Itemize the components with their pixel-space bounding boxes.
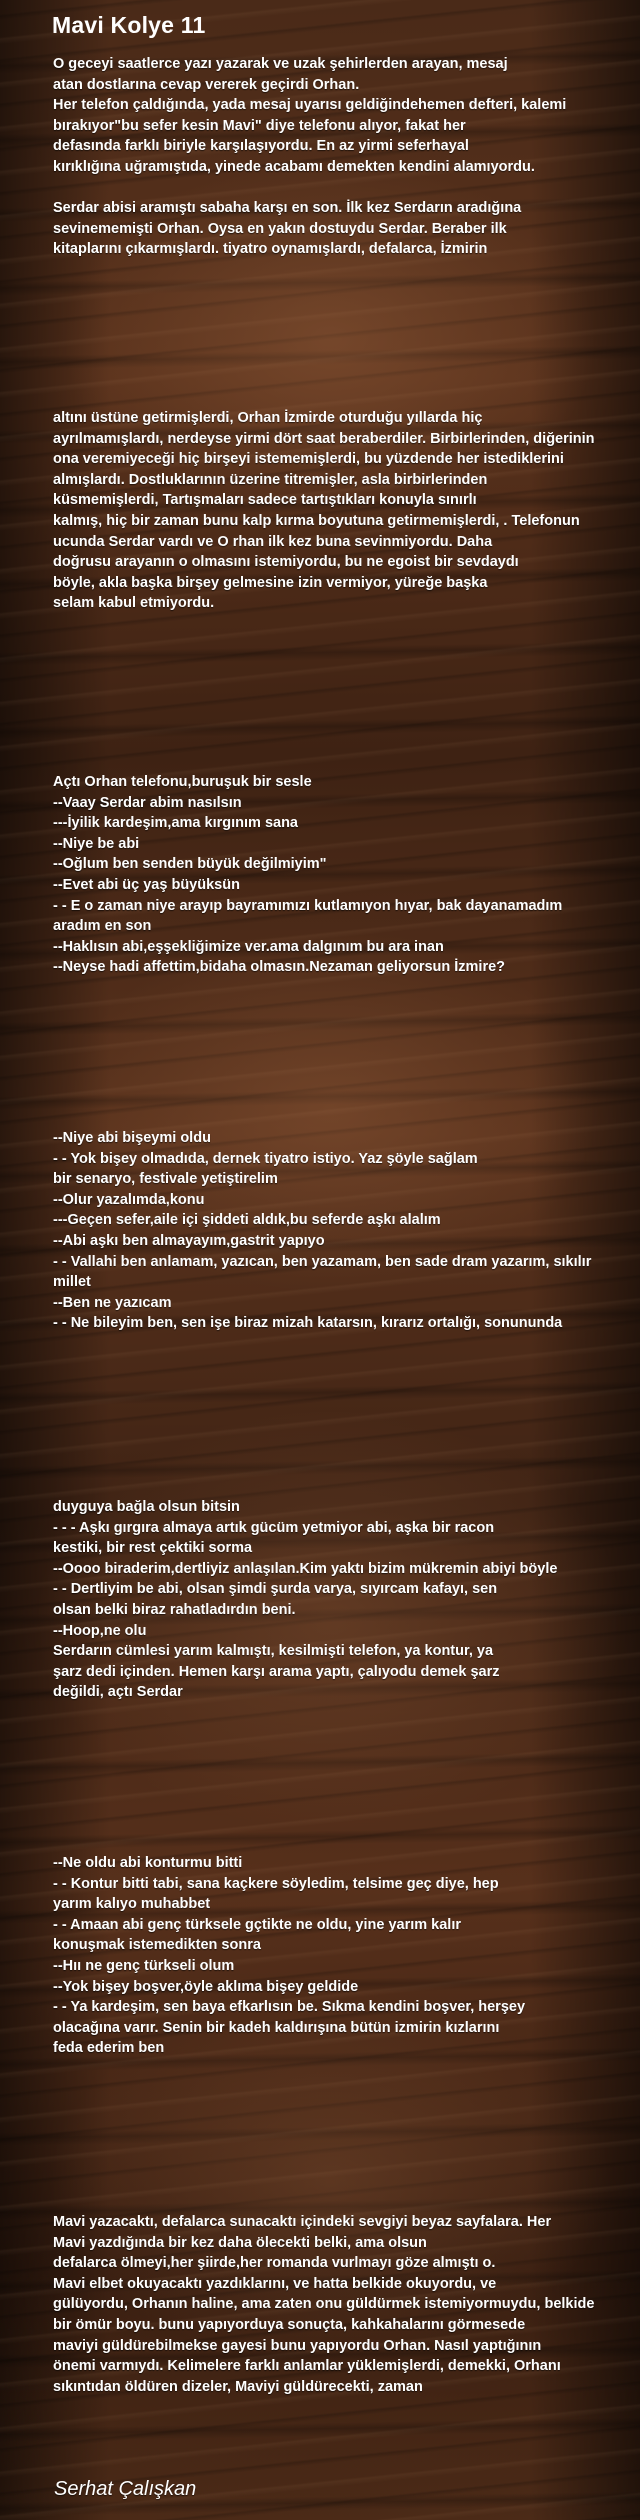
poem-line: ---Geçen sefer,aile içi şiddeti aldık,bu seferde aşkı alalım: [53, 1212, 441, 1229]
poem-line: defasında farklı biriyle karşılaşıyordu. En az yirmi seferhayal: [53, 138, 469, 155]
poem-line: şarz dedi içinden. Hemen karşı arama yaptı, çalıyodu demek şarz: [53, 1663, 500, 1680]
poem-line: sevinememişti Orhan. Oysa en yakın dostuydu Serdar. Beraber ilk: [53, 220, 507, 237]
poem-line: aradım en son: [53, 918, 152, 935]
poem-line: ---İyilik kardeşim,ama kırgınım sana: [53, 815, 298, 832]
poem-line: atan dostlarına cevap vererek geçirdi Orhan.: [53, 76, 360, 93]
poem-line: - - Yok bişey olmadıda, dernek tiyatro istiyo. Yaz şöyle sağlam: [53, 1150, 478, 1167]
poem-line: küsmemişlerdi, Tartışmaları sadece tartıştıkları konuyla sınırlı: [53, 492, 477, 509]
poem-line: defalarca ölmeyi,her şiirde,her romanda vurlmayı göze almıştı o.: [53, 2255, 496, 2272]
poem-line: böyle, akla başka birşey gelmesine izin vermiyor, yüreğe başka: [53, 574, 488, 591]
poem-line: sıkıntıdan öldüren dizeler, Maviyi güldürecekti, zaman: [53, 2378, 423, 2395]
poem-line: konuşmak istemedikten sonra: [53, 1937, 261, 1954]
poem-line: - - Ne bileyim ben, sen işe biraz mizah katarsın, kırarız ortalığı, sonununda: [53, 1315, 563, 1332]
poem-line: --Oooo biraderim,dertliyiz anlaşılan.Kim yaktı bizim mükremin abiyi böyle: [53, 1560, 558, 1577]
poem-line: olsan belki biraz rahatladırdın beni.: [53, 1601, 296, 1618]
poem-line: - - Ya kardeşim, sen baya efkarlısın be. Sıkma kendini boşver, herşey: [53, 1999, 526, 2016]
poem-line: - - - Aşkı gırgıra almaya artık gücüm yetmiyor abi, aşka bir racon: [53, 1519, 495, 1536]
poem-line: --Abi aşkı ben almayayım,gastrit yapıyo: [53, 1232, 325, 1249]
poem-line: --Oğlum ben senden büyük değilmiyim": [53, 856, 327, 873]
poem-line: değildi, açtı Serdar: [53, 1684, 183, 1701]
poem-line: --Yok bişey boşver,öyle aklıma bişey geldide: [53, 1978, 359, 1995]
poem-line: [53, 178, 640, 199]
poem-line: kitaplarını çıkarmışlardı. tiyatro oynamışlardı, defalarca, İzmirin: [53, 241, 488, 258]
stanza: [53, 1128, 640, 1334]
poem-line: duyguya bağla olsun bitsin: [53, 1499, 240, 1515]
poem-line: önemi varmıydı. Kelimelere farklı anlamlar yüklemişlerdi, demekki, Orhanı: [53, 2358, 561, 2375]
poem-line: kırıklığına uğramıştıda, yinede acabamı demekten kendini alamıyordu.: [53, 158, 535, 175]
poem-line: --Vaay Serdar abim nasılsın: [53, 794, 242, 811]
poem-line: bırakıyor"bu sefer kesin Mavi" diye telefonu alıyor, fakat her: [53, 117, 466, 134]
poem-line: bir senaryo, festivale yetiştirelim: [53, 1171, 278, 1188]
poem-line: --Neyse hadi affettim,bidaha olmasın.Nezaman geliyorsun İzmire?: [53, 959, 506, 976]
poem-author: Serhat Çalışkan: [54, 2478, 197, 2500]
stanza: [53, 772, 640, 978]
poem-line: ucunda Serdar vardı ve O rhan ilk kez buna sevinmiyordu. Daha: [53, 533, 493, 550]
poem-line: yarım kalıyo muhabbet: [53, 1896, 211, 1913]
poem-line: Mavi yazacaktı, defalarca sunacaktı içindeki sevgiyi beyaz sayfalara. Her: [53, 2214, 552, 2230]
poem-line: Mavi yazdığında bir kez daha ölecekti belki, ama olsun: [53, 2234, 427, 2251]
poem-line: --Ben ne yazıcam: [53, 1294, 172, 1311]
poem-line: maviyi güldürebilmekse gayesi bunu yapıyordu Orhan. Nasıl yaptığının: [53, 2337, 542, 2354]
poem-line: almışlardı. Dostluklarının üzerine titremişler, asla birbirlerinden: [53, 471, 488, 488]
poem-line: feda ederim ben: [53, 2040, 165, 2057]
poem-line: millet: [53, 1274, 91, 1291]
poem-line: kestiki, bir rest çektiki sorma: [53, 1540, 253, 1557]
poem-line: - - Dertliyim be abi, olsan şimdi şurda varya, sıyırcam kafayı, sen: [53, 1581, 498, 1598]
stanza: [53, 408, 640, 614]
poem-line: --Hıı ne genç türkseli olum: [53, 1957, 235, 1974]
poem-line: --Hoop,ne olu: [53, 1622, 147, 1639]
poem-line: --Ne oldu abi konturmu bitti: [53, 1855, 243, 1871]
poem-line: - - Amaan abi genç türksele gçtikte ne oldu, yine yarım kalır: [53, 1916, 462, 1933]
poem-line: --Olur yazalımda,konu: [53, 1191, 205, 1208]
poem-line: selam kabul etmiyordu.: [53, 595, 215, 612]
poem-title: Mavi Kolye 11: [52, 12, 206, 38]
poem-line: bir ömür boyu. bunu yapıyorduya sonuçta, kahkahalarını görmesede: [53, 2316, 526, 2333]
poem-line: ayrılmamışlardı, nerdeyse yirmi dört saat beraberdiler. Birbirlerinden, diğerinin: [53, 430, 595, 447]
stanza: [53, 1853, 640, 2059]
poem-line: Mavi elbet okuyacaktı yazdıklarını, ve hatta belkide okuyordu, ve: [53, 2275, 497, 2292]
poem-line: O geceyi saatlerce yazı yazarak ve uzak şehirlerden arayan, mesaj: [53, 56, 508, 72]
poem-line: olacağına varır. Senin bir kadeh kaldırışına bütün izmirin kızlarını: [53, 2019, 500, 2036]
poem-line: --Evet abi üç yaş büyüksün: [53, 876, 240, 893]
stanza: [53, 54, 640, 260]
poem-line: kalmış, hiç bir zaman bunu kalp kırma boyutuna getirmemişlerdi, . Telefonun: [53, 512, 580, 529]
stanza: [53, 2212, 640, 2397]
poem-line: --Niye abi bişeymi oldu: [53, 1130, 211, 1146]
poem-line: Serdar abisi aramıştı sabaha karşı en son. İlk kez Serdarın aradığına: [53, 200, 522, 217]
poem-line: --Haklısın abi,eşşekliğimize ver.ama dalgınım bu ara inan: [53, 938, 444, 955]
poem-line: doğrusu arayanın o olmasını istemiyordu, bu ne egoist bir sevdaydı: [53, 554, 519, 571]
poem-line: - - E o zaman niye arayıp bayramımızı kutlamıyon hıyar, bak dayanamadım: [53, 897, 563, 914]
poem-line: altını üstüne getirmişlerdi, Orhan İzmirde oturduğu yıllarda hiç: [53, 410, 483, 426]
poem-line: - - Kontur bitti tabi, sana kaçkere söyledim, telsime geç diye, hep: [53, 1875, 499, 1892]
poem-line: Serdarın cümlesi yarım kalmıştı, kesilmişti telefon, ya kontur, ya: [53, 1643, 494, 1660]
poem-line: - - Vallahi ben anlamam, yazıcan, ben yazamam, ben sade dram yazarım, sıkılır: [53, 1253, 592, 1270]
poem-line: gülüyordu, Orhanın haline, ama zaten onu güldürmek istemiyormuydu, belkide: [53, 2296, 595, 2313]
poem-line: --Niye be abi: [53, 835, 140, 852]
poem-line: ona veremiyeceği hiç birşeyi istememişlerdi, bu yüzdende her istediklerini: [53, 451, 564, 468]
stanza: [53, 1497, 640, 1703]
poem-line: Açtı Orhan telefonu,buruşuk bir sesle: [53, 774, 312, 790]
poem-line: Her telefon çaldığında, yada mesaj uyarısı geldiğindehemen defteri, kalemi: [53, 97, 567, 114]
